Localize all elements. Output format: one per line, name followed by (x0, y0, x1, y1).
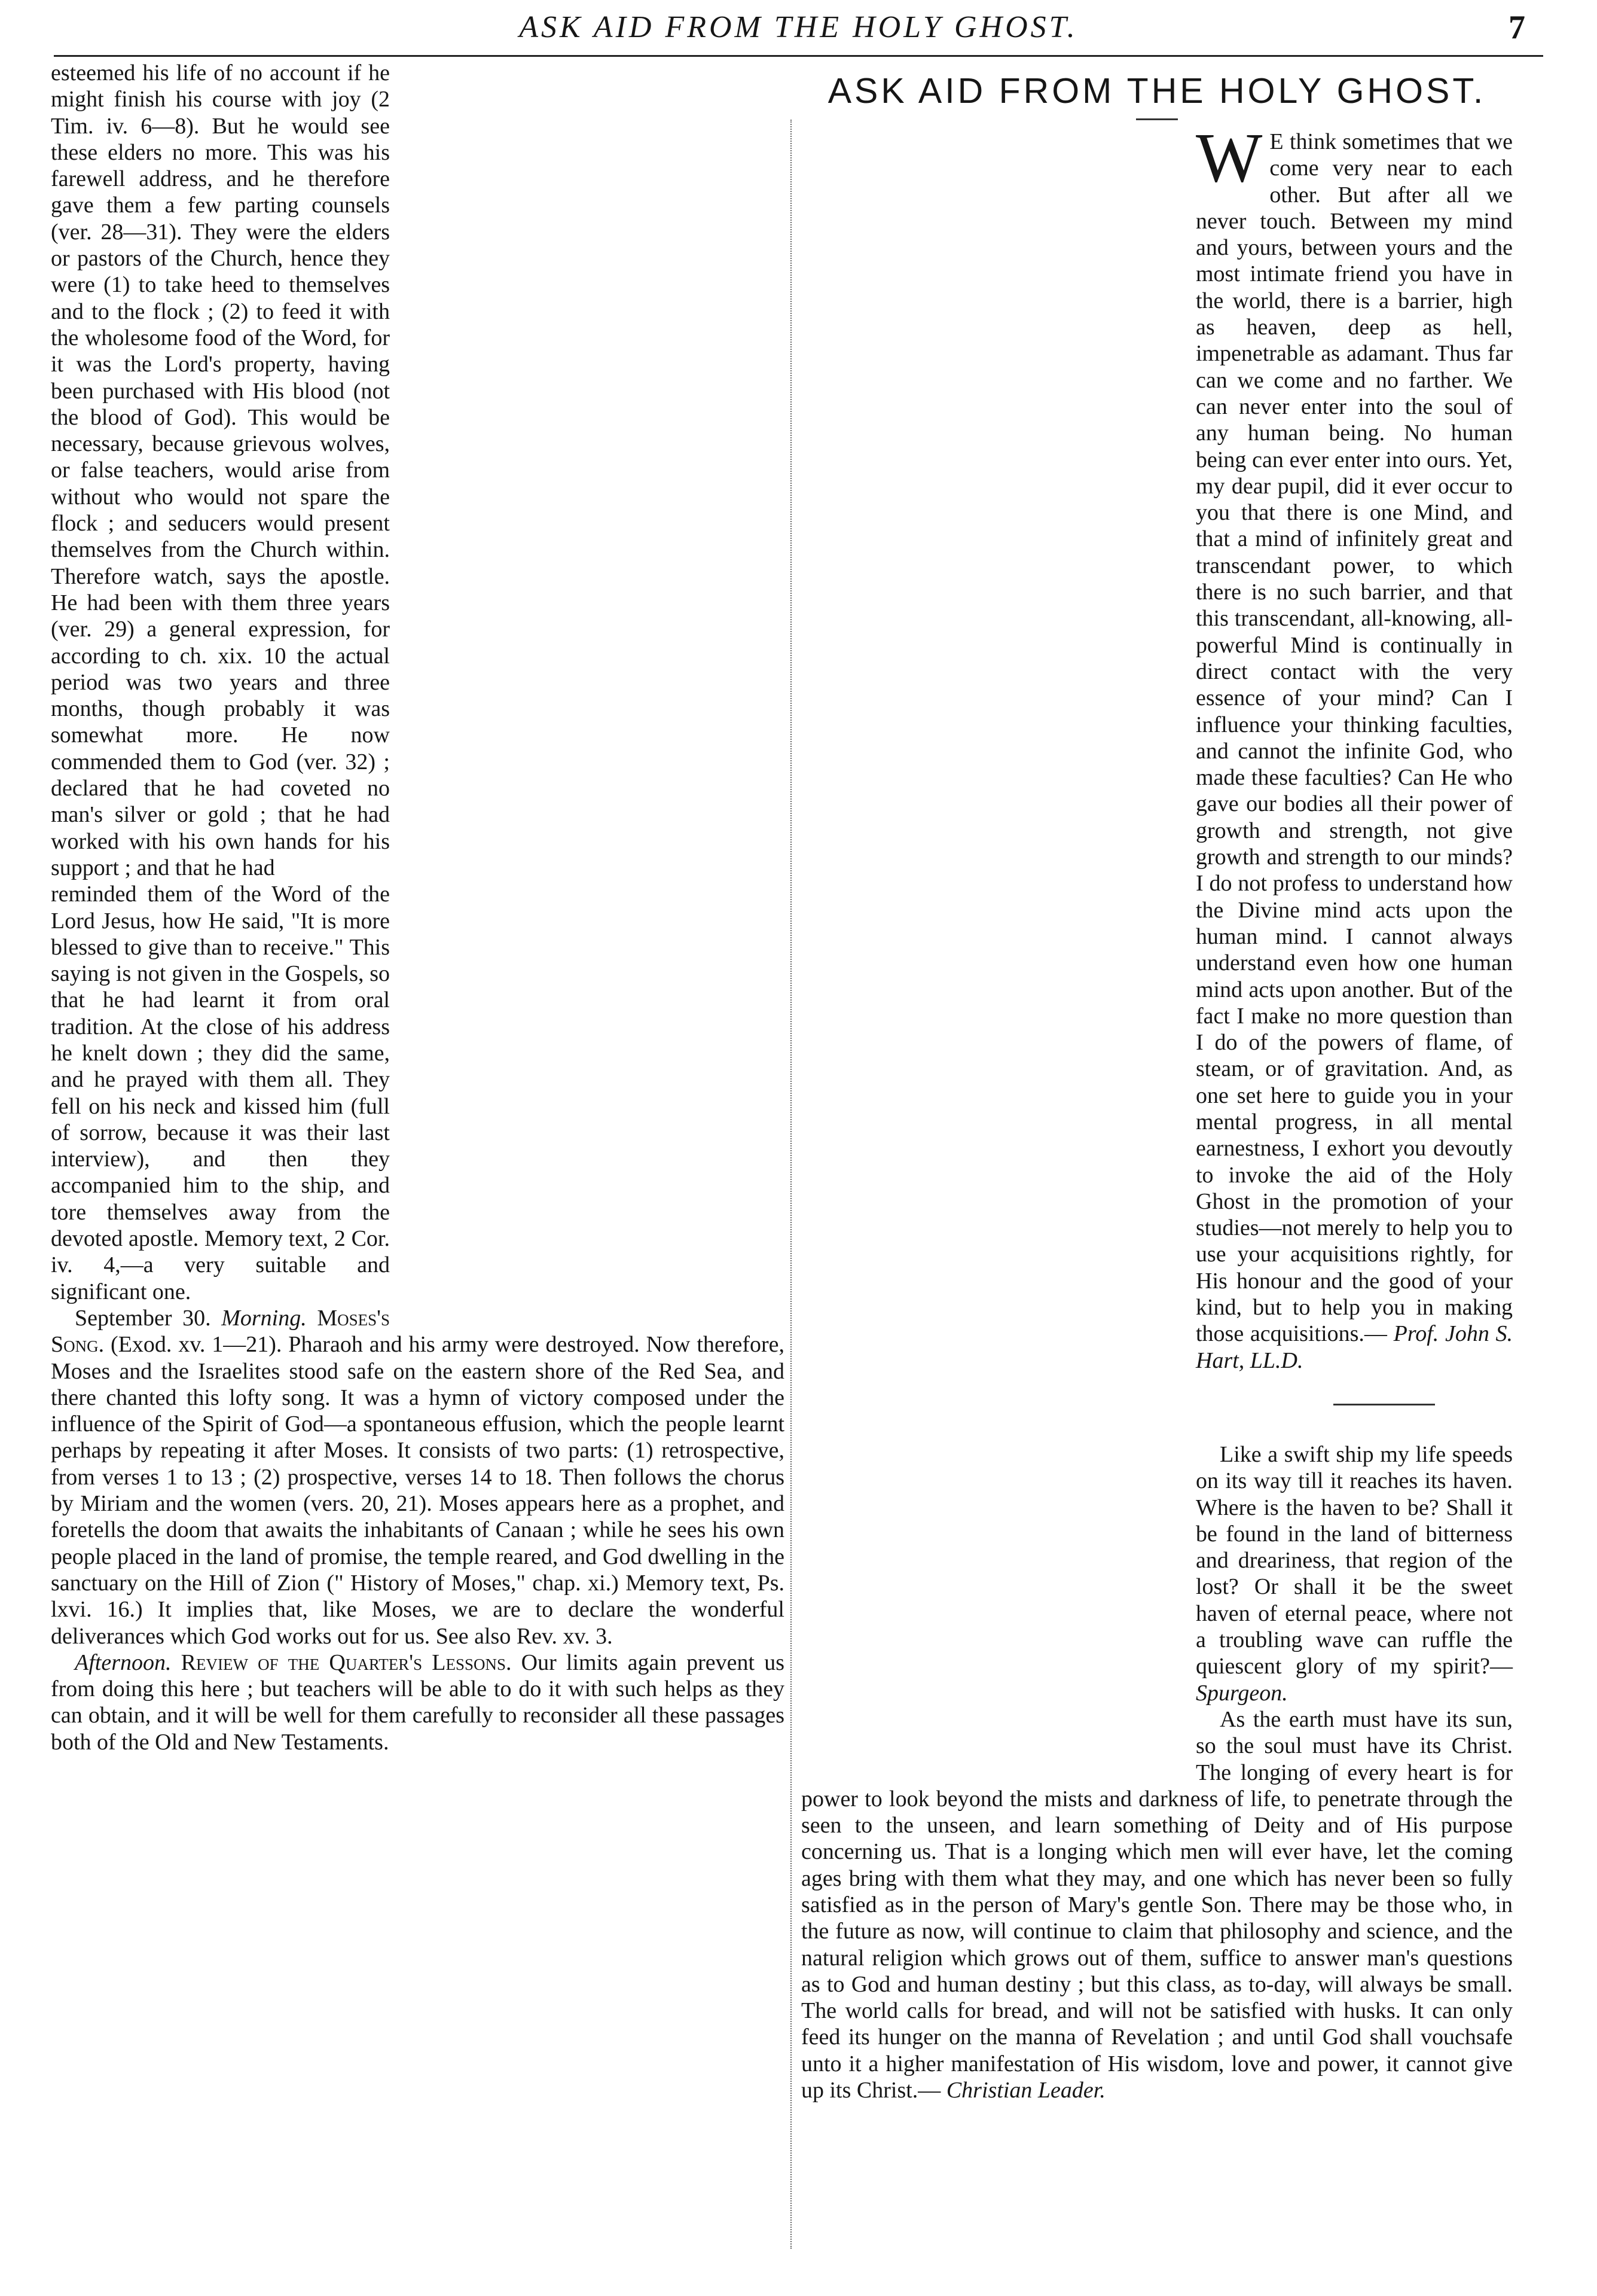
date-label: September 30. (75, 1305, 211, 1331)
afternoon-label: Afternoon. (75, 1649, 172, 1675)
right-column (801, 60, 1513, 2103)
spurgeon-author: Spurgeon. (1196, 1680, 1288, 1706)
review-text: Our limits again prevent us from doing this here ; but teachers will be able to do it with such helps as they can obtain, and it will be well for them carefully to reconsider all these passages both of the Old and New Testaments. (51, 1649, 784, 1755)
afternoon-paragraph (51, 1649, 784, 1755)
image-gap-left (390, 60, 784, 1316)
acts-commentary-text: esteemed his life of no account if he might finish his course with joy (2 Tim. iv. 6—8). But he would see these elders no more. This was his farewell address, and he therefore gave them a few parting counsels (ver. 28—31). They were the elders or pastors of the Church, hence they were (1) to take heed to themselves and to the flock ; (2) to feed it with the wholesome food of the Word, for it was the Lord's property, having been purchased with His blood (not the blood of God). This would be necessary, because grievous wolves, or false teachers, would arise from without who would not spare the flock ; and seducers would present themselves from the Church within. Therefore watch, says the apostle. He had been with them three years (ver. 29) a general expression, for according to ch. xix. 10 the actual period was two years and three months, though probably it was somewhat more. He now commended them to God (ver. 32) ; declared that he had coveted no man's silver or gold ; that he had worked with his own hands for his support ; and that he had (51, 60, 390, 880)
title-rule (1136, 118, 1178, 120)
page-number: 7 (1509, 9, 1525, 46)
image-gap-right (801, 559, 1196, 1785)
running-header (54, 7, 1543, 57)
acts-commentary-continued: reminded them of the Word of the Lord Jesus, how He said, "It is more blessed to give than to receive." This saying is not given in the Gospels, so that he had learnt it from oral tradition. At the close of his address he knelt down ; they did the same, and he prayed with them all. They fell on his neck and kissed him (full of sorrow, because it was their last interview), and then they accompanied him to the ship, and tore themselves away from the devoted apostle. Memory text, 2 Cor. iv. 4,—a very suitable and significant one. (51, 882, 390, 1304)
moses-song-heading: Moses's Song. (51, 1305, 390, 1358)
left-column (51, 60, 784, 1755)
leader-text: As the earth must have its sun, so the soul must have its Christ. The longing of every heart is for power to look beyond the mists and darkness of life, to penetrate through the seen to the unseen, and learn something of Deity and of His purpose concerning us. That is a longing which men will ever have, let the coming ages bring with them what they may, and one which has never been so fully satisfied as in the person of Mary's gentle Son. There may be those who, in the future as now, will continue to claim that philosophy and science, and the natural religion which grows out of them, suffice to answer man's questions as to God and human destiny ; but this class, as to-day, will always be small. The world calls for bread, and will not be satisfied with husks. It can only feed its hunger on the manna of Revelation ; and until God shall vouchsafe unto it a higher manifestation of His wisdom, love and power, it cannot give up its Christ.— (801, 1706, 1513, 2103)
morning-label: Morning. (221, 1305, 307, 1331)
moses-song-text: (Exod. xv. 1—21). Pharaoh and his army were destroyed. Now therefore, Moses and the Israelites stood safe on the eastern shore of the Red Sea, and there chanted this lofty song. It was a hymn of victory composed under the influence of the Spirit of God—a spontaneous effusion, which the people learnt perhaps by repeating it after Moses. It consists of two parts: (1) retrospective, from verses 1 to 13 ; (2) prospective, verses 14 to 18. Then follows the chorus by Miriam and the women (vers. 20, 21). Moses appears here as a prophet, and foretells the doom that awaits the inhabitants of Canaan ; while he sees his own people placed in the land of promise, the temple reared, and God dwelling in the sanctuary on the Hill of Zion (" History of Moses," chap. xi.) Memory text, Ps. lxvi. 16.) It implies that, like Moses, we are to declare the wonderful deliverances which God works out for us. See also Rev. xv. 3. (51, 1332, 784, 1649)
article-title: ASK AID FROM THE HOLY GHOST. (827, 71, 1486, 111)
running-title: ASK AID FROM THE HOLY GHOST. (519, 10, 1078, 44)
leader-author: Christian Leader. (946, 2078, 1106, 2103)
article-text: E think sometimes that we come very near to each other. But after all we never touch. Between my mind and yours, between yours and the most intimate friend you have in the world, there is a barrier, high as heaven, deep as hell, impenetrable as adamant. Thus far can we come and no farther. We can never enter into the soul of any human being. No human being can ever enter into ours. Yet, my dear pupil, did it ever occur to you that there is one Mind, and that a mind of infinitely great and transcendant power, to which there is no such barrier, and that this transcendant, all-knowing, all-powerful Mind is continually in direct contact with the very essence of your mind? Can I influence your thinking faculties, and cannot the infinite God, who made these faculties? Can He who gave our bodies all their power of growth and strength, not give growth and strength to our minds? I do not profess to understand how the Divine mind acts upon the human mind. I cannot always understand even how one human mind acts upon another. But of the fact I make no more question than I do of the powers of flame, of steam, or of gravitation. And, as one set here to guide you in your mental progress, in all mental earnestness, I exhort you devoutly to invoke the aid of the Holy Ghost in the promotion of your studies—not merely to help you to use your acquisitions rightly, for His honour and the good of your kind, but to help you in making those acquisitions.— (1196, 129, 1513, 1347)
column-divider (790, 120, 792, 2249)
review-heading: Review of the Quarter's Lessons. (181, 1649, 512, 1675)
lesson-date (51, 1305, 784, 1649)
dropcap-letter: W (1196, 118, 1263, 197)
section-rule (1333, 1404, 1435, 1405)
spurgeon-text: Like a swift ship my life speeds on its way till it reaches its haven. Where is the haven to be? Shall it be found in the land of bitterness and dreariness, that region of the lost? Or shall it be the sweet haven of eternal peace, where not a troubling wave can ruffle the quiescent glory of my spirit?— (1196, 1441, 1513, 1679)
article-author: Prof. John S. Hart, LL.D. (1196, 1321, 1513, 1373)
